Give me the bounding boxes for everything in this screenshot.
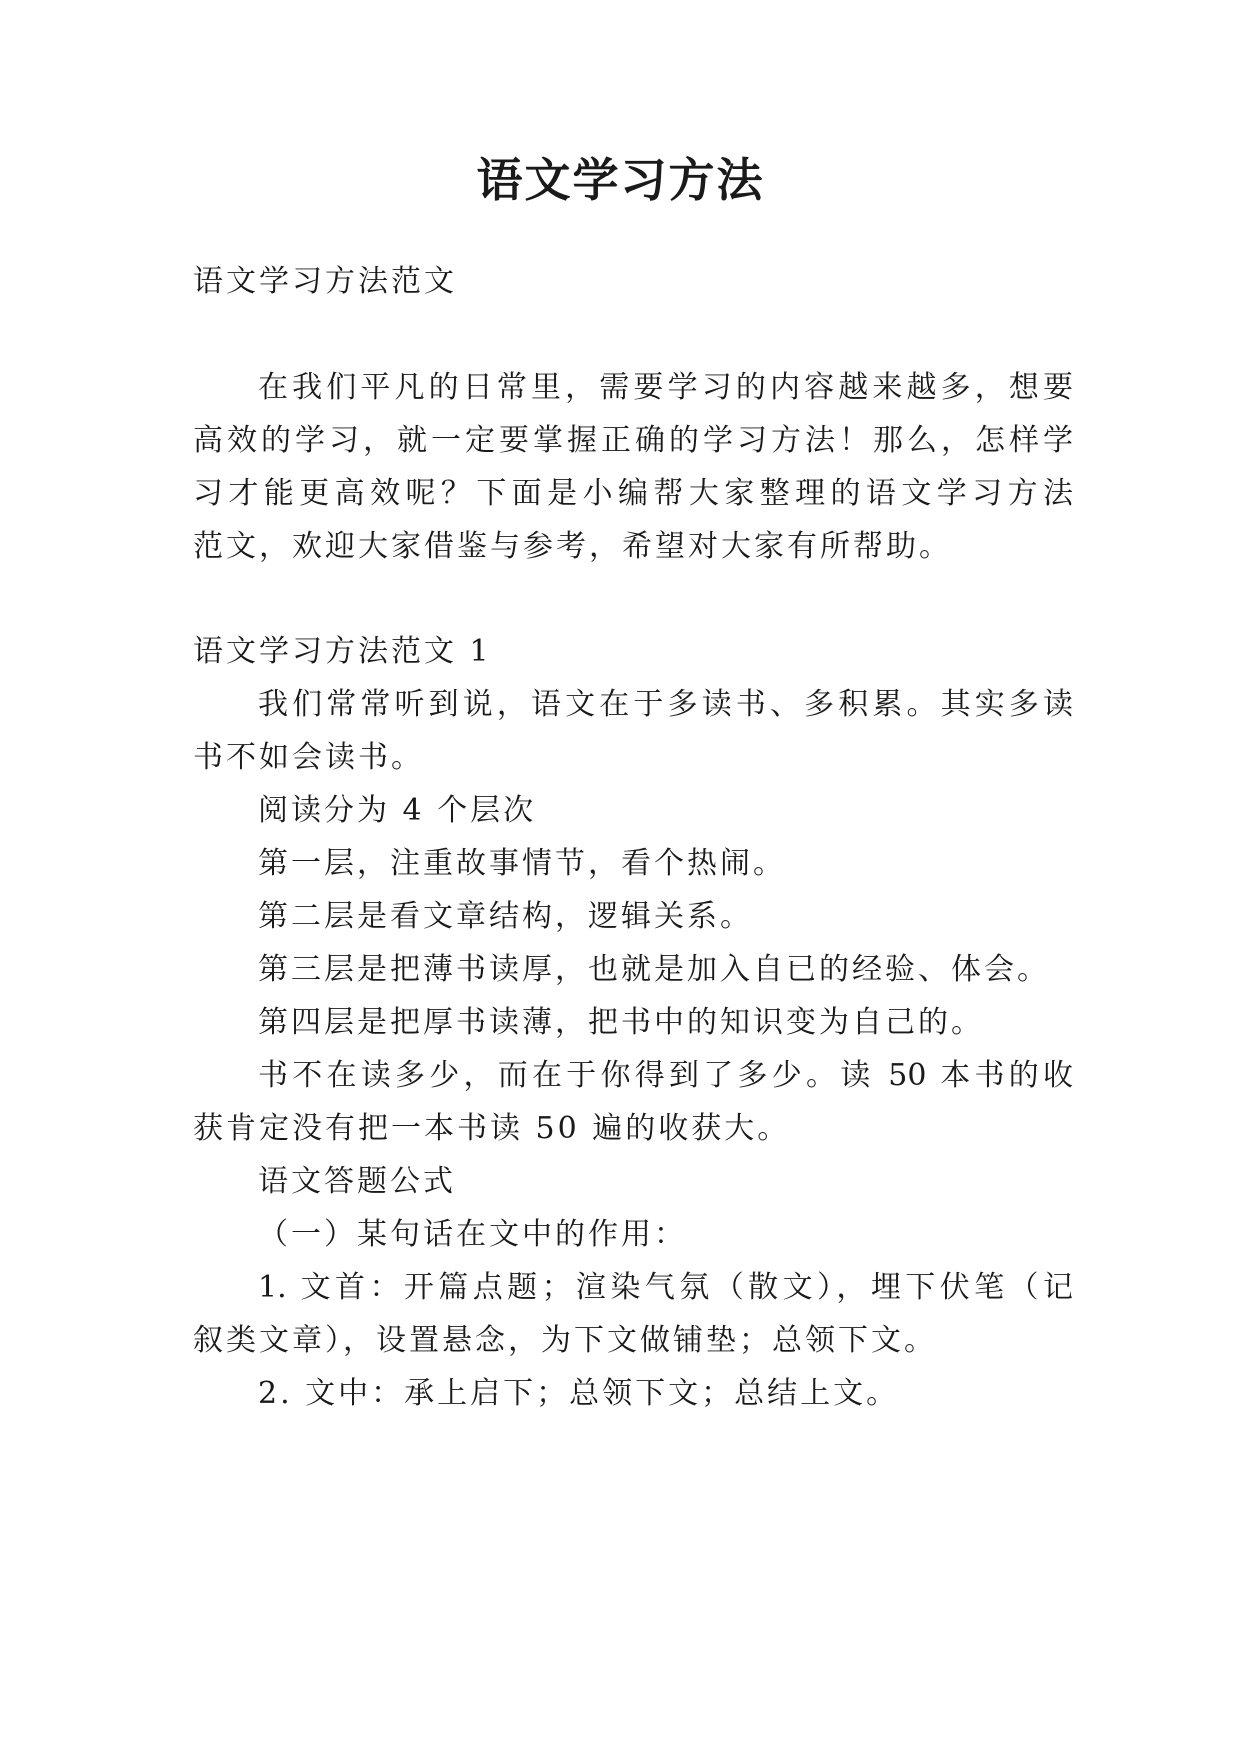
level-item: 第四层是把厚书读薄，把书中的知识变为自己的。 <box>258 1005 984 1040</box>
document-title: 语文学习方法 <box>476 153 765 207</box>
levels-heading: 阅读分为 4 个层次 <box>258 793 537 828</box>
paragraph-line: 我们常常听到说，语文在于多读书、多积累。其实多读 <box>258 687 1073 722</box>
level-item: 第一层，注重故事情节，看个热闹。 <box>258 846 786 881</box>
formula-item: 2. 文中：承上启下；总领下文；总结上文。 <box>258 1376 900 1411</box>
level-item: 第三层是把薄书读厚，也就是加入自已的经验、体会。 <box>258 952 1050 987</box>
formula-item: 叙类文章），设置悬念，为下文做铺垫；总领下文。 <box>193 1323 937 1358</box>
level-item: 第二层是看文章结构，逻辑关系。 <box>258 899 753 934</box>
document-subtitle: 语文学习方法范文 <box>193 264 457 299</box>
formula-item: 1. 文首：开篇点题；渲染气氛（散文），埋下伏笔（记 <box>258 1270 1073 1305</box>
formula-heading: 语文答题公式 <box>258 1164 456 1199</box>
intro-line: 在我们平凡的日常里，需要学习的内容越来越多，想要 <box>258 370 1073 405</box>
intro-line: 高效的学习，就一定要掌握正确的学习方法！那么，怎样学 <box>193 423 1073 458</box>
section-heading: 语文学习方法范文 1 <box>193 634 492 669</box>
paragraph-line: 获肯定没有把一本书读 50 遍的收获大。 <box>193 1111 791 1146</box>
paragraph-line: 书不在读多少，而在于你得到了多少。读 50 本书的收 <box>258 1058 1073 1093</box>
formula-subheading: （一）某句话在文中的作用： <box>258 1217 687 1252</box>
intro-line: 范文，欢迎大家借鉴与参考，希望对大家有所帮助。 <box>193 529 952 564</box>
intro-line: 习才能更高效呢？下面是小编帮大家整理的语文学习方法 <box>193 476 1073 511</box>
paragraph-line: 书不如会读书。 <box>193 740 424 775</box>
